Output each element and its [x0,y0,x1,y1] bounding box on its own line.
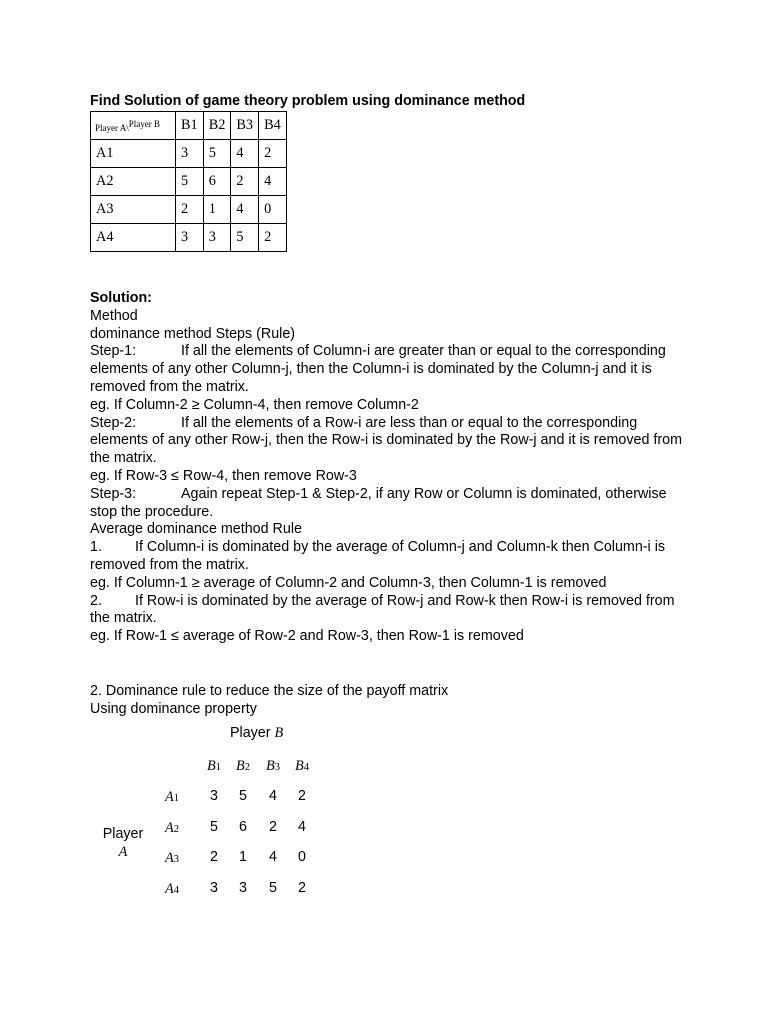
row-sub: 3 [173,854,179,865]
col-sub: 1 [215,762,221,773]
average-rule-1-label: 1. [90,539,102,556]
column-header: B4 [259,112,287,140]
section-2-subheading: Using dominance property [90,700,257,717]
table-cell: 2 [259,224,287,252]
document-title: Find Solution of game theory problem using dominance method [90,93,526,109]
matrix-cell: 3 [210,788,218,804]
row-letter: A [165,850,174,866]
col-letter: B [295,758,304,774]
col-sub: 2 [244,762,250,773]
row-header-a4 [165,880,179,898]
average-rule-1 [90,539,690,575]
table-cell: 5 [176,168,204,196]
average-rule-2-text: If Row-i is dominated by the average of Row-j and Row-k then Row-i is removed from the matrix. [90,592,675,627]
col-header-b4 [292,757,312,775]
solution-heading: Solution: [90,290,152,306]
player-b-word: Player [230,725,271,741]
table-cell: 5 [203,140,231,168]
row-header: A4 [91,224,176,252]
average-rule-2-label: 2. [90,592,102,609]
table-cell: 6 [203,168,231,196]
table-cell: 3 [203,224,231,252]
step-3-text: Again repeat Step-1 & Step-2, if any Row or Column is dominated, otherwise stop the procedure. [90,485,667,520]
matrix-cell: 2 [298,788,306,804]
row-sub: 2 [173,824,179,835]
step-2-label: Step-2: [90,414,137,431]
matrix-cell: 5 [269,880,277,896]
table-cell: 0 [259,196,287,224]
step-2-example: eg. If Row-3 ≤ Row-4, then remove Row-3 [90,467,357,484]
table-cell: 4 [231,196,259,224]
corner-player-a: Player A\ [95,122,129,133]
row-header: A3 [91,196,176,224]
table-row [91,168,287,196]
matrix-cell: 6 [239,819,247,835]
table-cell: 4 [231,140,259,168]
average-rule-1-example: eg. If Column-1 ≥ average of Column-2 and Column-3, then Column-1 is removed [90,574,607,591]
col-header-b3 [263,757,283,775]
player-a-letter: A [118,844,128,860]
row-sub: 1 [173,793,179,804]
matrix-cell: 2 [298,880,306,896]
col-letter: B [207,758,216,774]
table-cell: 2 [176,196,204,224]
matrix-cell: 3 [239,880,247,896]
table-row [91,140,287,168]
matrix-cell: 2 [210,849,218,865]
step-1-example: eg. If Column-2 ≥ Column-4, then remove Column-2 [90,396,419,413]
average-rule-heading: Average dominance method Rule [90,521,302,538]
matrix-cell: 2 [269,819,277,835]
column-header: B3 [231,112,259,140]
row-sub: 4 [173,885,179,896]
step-1-text: If all the elements of Column-i are greater than or equal to the corresponding elements of any other Column-j, then the Column-i is dominated by the Column-j and it is removed from the matrix. [90,343,666,395]
matrix-cell: 3 [210,880,218,896]
table-cell: 5 [231,224,259,252]
matrix-cell: 5 [239,788,247,804]
column-header: B1 [176,112,204,140]
step-2 [90,415,690,468]
section-2 [90,683,690,719]
table-corner-cell [91,112,176,140]
matrix-cell: 1 [239,849,247,865]
player-b-label [230,725,283,742]
average-rule-2 [90,593,690,629]
row-header: A2 [91,168,176,196]
table-header-row [91,112,287,140]
average-rule-1-text: If Column-i is dominated by the average of Column-j and Column-k then Column-i is removed from the matrix. [90,539,666,573]
table-cell: 2 [259,140,287,168]
rules-heading: dominance method Steps (Rule) [90,325,296,342]
col-sub: 4 [303,762,309,773]
row-letter: A [165,881,174,897]
row-header: A1 [91,140,176,168]
table-row [91,224,287,252]
row-letter: A [165,820,174,836]
player-b-letter: B [274,725,284,741]
average-rule-2-example: eg. If Row-1 ≤ average of Row-2 and Row-3, then Row-1 is removed [90,628,524,645]
col-letter: B [266,758,275,774]
row-header-a1 [165,788,179,806]
matrix-cell: 0 [298,849,306,865]
row-letter: A [165,789,174,805]
matrix-cell: 4 [269,788,277,804]
column-header: B2 [203,112,231,140]
step-3 [90,486,690,522]
player-a-label [101,825,145,861]
step-2-text: If all the elements of a Row-i are less than or equal to the corresponding elements of any other Row-j, then the Row-i is dominated by the Row-j and it is removed from the matrix. [90,414,682,467]
table-row [91,196,287,224]
method-label: Method [90,307,138,324]
col-letter: B [236,758,245,774]
row-header-a2 [165,819,179,837]
table-cell: 4 [259,168,287,196]
step-1-label: Step-1: [90,343,137,360]
table-cell: 3 [176,224,204,252]
table-cell: 3 [176,140,204,168]
table-cell: 1 [203,196,231,224]
step-3-label: Step-3: [90,485,137,502]
matrix-cell: 4 [269,849,277,865]
corner-player-b: Player B [128,118,160,129]
step-1 [90,343,690,396]
row-header-a3 [165,849,179,867]
col-sub: 3 [274,762,280,773]
solution-section [90,290,690,646]
section-2-heading: 2. Dominance rule to reduce the size of the payoff matrix [90,683,449,699]
matrix-cell: 4 [298,819,306,835]
payoff-table [90,111,287,252]
col-header-b1 [204,757,224,775]
table-cell: 2 [231,168,259,196]
col-header-b2 [233,757,253,775]
player-a-word: Player [102,826,144,842]
matrix-cell: 5 [210,819,218,835]
